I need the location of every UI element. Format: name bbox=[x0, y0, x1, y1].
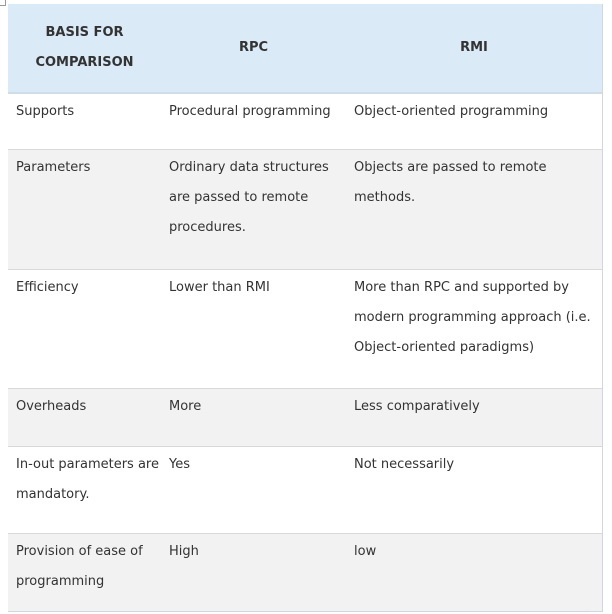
comparison-table-container bbox=[8, 4, 603, 612]
cell-rmi-text: Objects are passed to remote methods. bbox=[354, 159, 547, 205]
cell-rpc bbox=[161, 446, 346, 533]
cell-rpc bbox=[161, 149, 346, 269]
cell-rmi bbox=[346, 533, 602, 612]
cell-rmi-text: Less comparatively bbox=[354, 398, 480, 414]
cell-basis-text: In-out parameters are mandatory. bbox=[16, 456, 159, 502]
cell-rpc-text: Yes bbox=[169, 456, 190, 472]
cell-basis bbox=[8, 533, 161, 612]
cell-basis-text: Efficiency bbox=[16, 279, 79, 295]
cell-rpc-text: More bbox=[169, 398, 202, 414]
table-row-supports bbox=[8, 93, 602, 149]
table-header-row bbox=[8, 4, 602, 93]
header-basis-for-comparison bbox=[8, 4, 161, 93]
cell-rpc-text: Ordinary data structures are passed to remote procedures. bbox=[169, 159, 329, 235]
cell-basis bbox=[8, 269, 161, 388]
comparison-table bbox=[8, 4, 602, 612]
cell-rpc bbox=[161, 388, 346, 446]
cell-rmi-text: More than RPC and supported by modern programming approach (i.e. Object-oriented paradigms) bbox=[354, 279, 591, 355]
cell-basis-text: Supports bbox=[16, 104, 75, 119]
cell-rpc bbox=[161, 533, 346, 612]
cell-basis bbox=[8, 93, 161, 149]
cell-rpc bbox=[161, 93, 346, 149]
cell-basis-text: Parameters bbox=[16, 159, 91, 175]
cell-rmi bbox=[346, 269, 602, 388]
cell-basis bbox=[8, 388, 161, 446]
cell-basis bbox=[8, 446, 161, 533]
cell-rmi bbox=[346, 149, 602, 269]
cell-rmi bbox=[346, 446, 602, 533]
resize-corner-mark bbox=[0, 0, 6, 6]
table-row-overheads bbox=[8, 388, 602, 446]
header-basis-line2: COMPARISON bbox=[35, 55, 134, 70]
table-row-efficiency bbox=[8, 269, 602, 388]
cell-basis bbox=[8, 149, 161, 269]
cell-rmi-text: Object-oriented programming bbox=[354, 104, 549, 119]
cell-basis-text: Overheads bbox=[16, 398, 87, 414]
cell-rmi-text: low bbox=[354, 543, 377, 559]
cell-rmi bbox=[346, 388, 602, 446]
table-row-parameters bbox=[8, 149, 602, 269]
cell-rpc bbox=[161, 269, 346, 388]
table-row-ease-of-programming bbox=[8, 533, 602, 612]
header-basis-line1: BASIS FOR bbox=[45, 25, 124, 40]
cell-rmi bbox=[346, 93, 602, 149]
cell-rpc-text: Lower than RMI bbox=[169, 279, 270, 295]
table-row-in-out-parameters bbox=[8, 446, 602, 533]
header-rmi: RMI bbox=[346, 4, 602, 93]
header-rpc: RPC bbox=[161, 4, 346, 93]
cell-rpc-text: Procedural programming bbox=[169, 104, 331, 119]
cell-rmi-text: Not necessarily bbox=[354, 456, 455, 472]
cell-rpc-text: High bbox=[169, 543, 199, 559]
cell-basis-text: Provision of ease of programming bbox=[16, 543, 143, 589]
